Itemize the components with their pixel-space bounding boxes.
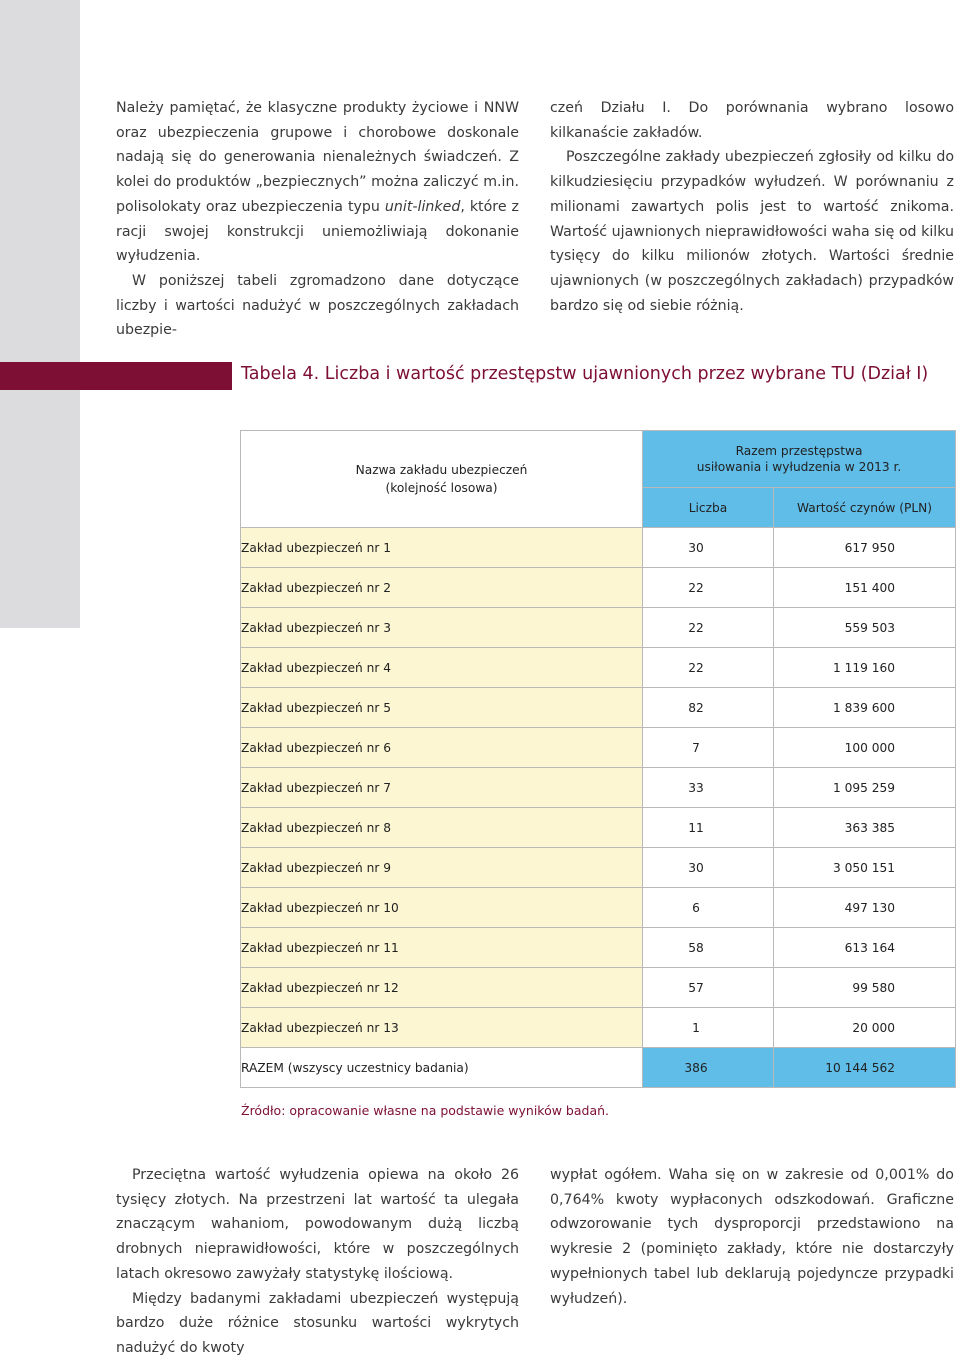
paragraph: wypłat ogółem. Waha się on w zakresie od 0,001% do 0,764% kwoty wypłaconych odszkodowań. Graficzne odwzorowanie tych dysproporcji przedstawiono na wykresie 2 (pominięto zakłady, które nie dostarczyły wypełnionych tabel lub deklarują pojedyncze przypadki wyłudzeń). (550, 1167, 954, 1307)
row-count: 33 (643, 768, 774, 808)
row-name: Zakład ubezpieczeń nr 7 (241, 768, 643, 808)
table-caption-bar (0, 362, 232, 390)
header-total-crimes: Razem przestępstwa usiłowania i wyłudzenia w 2013 r. (643, 431, 956, 488)
row-value: 617 950 (774, 528, 956, 568)
row-count: 22 (643, 608, 774, 648)
row-value: 151 400 (774, 568, 956, 608)
row-name: Zakład ubezpieczeń nr 6 (241, 728, 643, 768)
table-row (241, 928, 956, 968)
total-label: RAZEM (wszyscy uczestnicy badania) (241, 1048, 643, 1088)
total-count: 386 (643, 1048, 774, 1088)
table-row (241, 888, 956, 928)
row-name: Zakład ubezpieczeń nr 4 (241, 648, 643, 688)
table-total-row (241, 1048, 956, 1088)
row-count: 6 (643, 888, 774, 928)
row-value: 497 130 (774, 888, 956, 928)
row-name: Zakład ubezpieczeń nr 9 (241, 848, 643, 888)
row-name: Zakład ubezpieczeń nr 1 (241, 528, 643, 568)
text-column-bottom-left (116, 1163, 519, 1361)
table-row (241, 568, 956, 608)
row-name: Zakład ubezpieczeń nr 10 (241, 888, 643, 928)
table-row (241, 808, 956, 848)
row-count: 22 (643, 568, 774, 608)
table-row (241, 848, 956, 888)
row-count: 22 (643, 648, 774, 688)
row-value: 559 503 (774, 608, 956, 648)
row-value: 1 095 259 (774, 768, 956, 808)
row-name: Zakład ubezpieczeń nr 13 (241, 1008, 643, 1048)
table-row (241, 648, 956, 688)
table-title: Tabela 4. Liczba i wartość przestępstw ujawnionych przez wybrane TU (Dział I) (241, 364, 929, 384)
row-value: 1 839 600 (774, 688, 956, 728)
row-count: 58 (643, 928, 774, 968)
row-value: 363 385 (774, 808, 956, 848)
row-count: 57 (643, 968, 774, 1008)
fraud-table (240, 430, 956, 1088)
paragraph: Między badanymi zakładami ubezpieczeń występują bardzo duże różnice stosunku wartości wykrytych nadużyć do kwoty (116, 1290, 519, 1356)
row-value: 100 000 (774, 728, 956, 768)
row-name: Zakład ubezpieczeń nr 11 (241, 928, 643, 968)
row-count: 11 (643, 808, 774, 848)
row-value: 99 580 (774, 968, 956, 1008)
text-column-top-left (116, 96, 519, 343)
table-row (241, 1008, 956, 1048)
table-row (241, 968, 956, 1008)
row-name: Zakład ubezpieczeń nr 12 (241, 968, 643, 1008)
row-value: 1 119 160 (774, 648, 956, 688)
row-count: 30 (643, 848, 774, 888)
table-row (241, 728, 956, 768)
side-margin-bar (0, 0, 80, 628)
table-row (241, 608, 956, 648)
row-name: Zakład ubezpieczeń nr 3 (241, 608, 643, 648)
header-insurer-name: Nazwa zakładu ubezpieczeń (kolejność losowa) (241, 431, 643, 528)
total-value: 10 144 562 (774, 1048, 956, 1088)
text-column-top-right (550, 96, 954, 318)
paragraph: Przeciętna wartość wyłudzenia opiewa na około 26 tysięcy złotych. Na przestrzeni lat wartość ta ulegała znaczącym wahaniom, powodowanym dużą liczbą drobnych nieprawidłowości, które w poszczególnych latach okresowo zawyżały statystykę ilościową. (116, 1167, 519, 1282)
row-value: 3 050 151 (774, 848, 956, 888)
paragraph: Należy pamiętać, że klasyczne produkty życiowe i NNW oraz ubezpieczenia grupowe i chorobowe doskonale nadają się do generowania nienależnych świadczeń. Z kolei do produktów „bezpiecznych” można zaliczyć m.in. polisolokaty oraz ubezpieczenia typu unit-linked, które z racji swojej konstrukcji uniemożliwiają dokonanie wyłudzenia. (116, 100, 519, 265)
table-row (241, 688, 956, 728)
row-name: Zakład ubezpieczeń nr 8 (241, 808, 643, 848)
header-count: Liczba (643, 488, 774, 528)
row-count: 7 (643, 728, 774, 768)
table-source: Źródło: opracowanie własne na podstawie wyników badań. (241, 1103, 610, 1118)
row-name: Zakład ubezpieczeń nr 5 (241, 688, 643, 728)
row-name: Zakład ubezpieczeń nr 2 (241, 568, 643, 608)
header-value: Wartość czynów (PLN) (774, 488, 956, 528)
table-row (241, 768, 956, 808)
paragraph: czeń Działu I. Do porównania wybrano losowo kilkanaście zakładów. (550, 100, 954, 141)
row-count: 82 (643, 688, 774, 728)
row-count: 1 (643, 1008, 774, 1048)
paragraph: Poszczególne zakłady ubezpieczeń zgłosiły od kilku do kilkudziesięciu przypadków wyłudzeń. W porównaniu z milionami zawartych polis jest to wartość znikoma. Wartość ujawnionych nieprawidłowości waha się od kilku tysięcy do kilku milionów złotych. Wartości średnie ujawnionych (w poszczególnych zakładach) przypadków bardzo się od siebie różnią. (550, 149, 954, 314)
text-column-bottom-right (550, 1163, 954, 1311)
row-value: 613 164 (774, 928, 956, 968)
table-row (241, 528, 956, 568)
row-value: 20 000 (774, 1008, 956, 1048)
row-count: 30 (643, 528, 774, 568)
paragraph: W poniższej tabeli zgromadzono dane dotyczące liczby i wartości nadużyć w poszczególnych zakładach ubezpie- (116, 272, 519, 339)
